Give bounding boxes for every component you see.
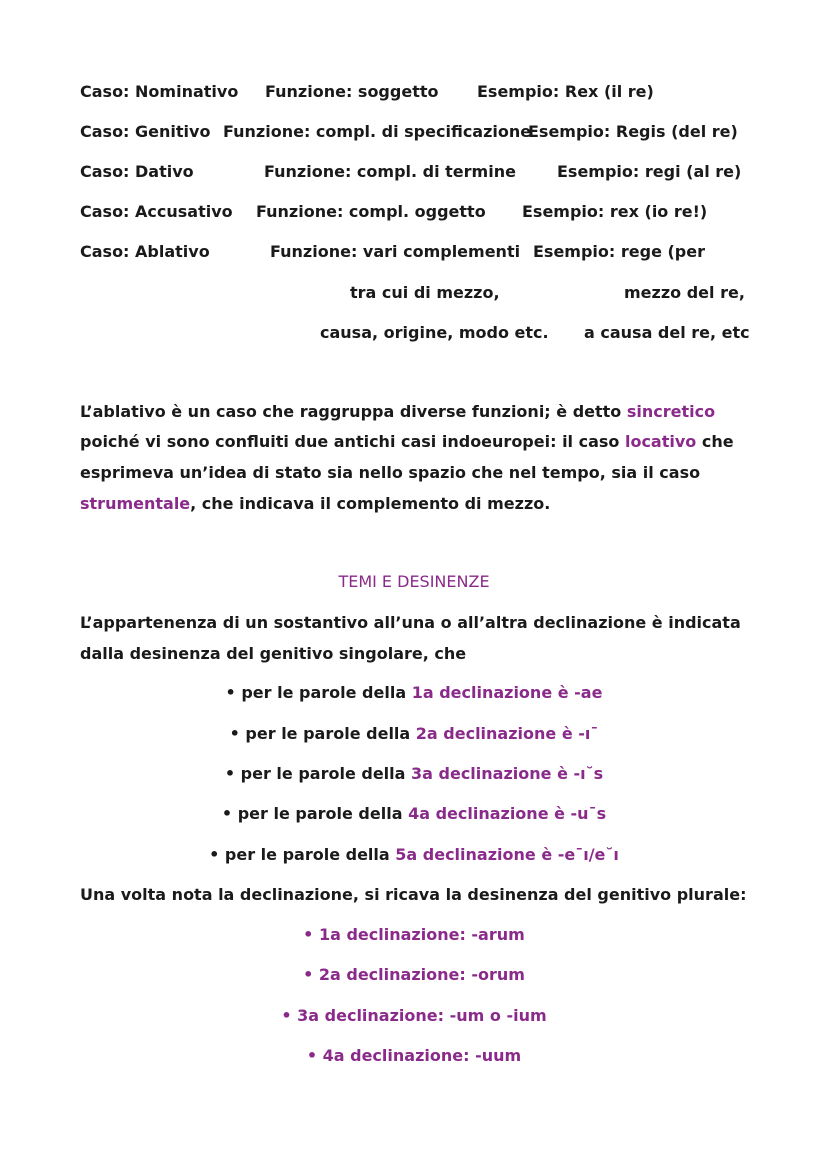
highlight-term: 3a declinazione è -ı˘s bbox=[411, 764, 604, 783]
case-example: Esempio: Regis (del re) bbox=[528, 122, 738, 141]
case-example-cont: a causa del re, etc bbox=[584, 323, 750, 342]
paragraph-text: L’ablativo è un caso che raggruppa diverse funzioni; è detto bbox=[80, 402, 627, 421]
list-item bbox=[0, 724, 828, 744]
case-name: Caso: Ablativo bbox=[80, 242, 210, 261]
highlight-term: 2a declinazione è -ı¯ bbox=[415, 724, 599, 743]
case-function: Funzione: soggetto bbox=[265, 82, 439, 101]
highlight-term: 1a declinazione è -ae bbox=[411, 683, 603, 702]
case-name: Caso: Accusativo bbox=[80, 202, 233, 221]
case-example-cont: mezzo del re, bbox=[624, 283, 745, 302]
list-item-text: • per le parole della bbox=[221, 804, 409, 823]
list-item bbox=[0, 804, 828, 824]
paragraph-text: , che indicava il complemento di mezzo. bbox=[190, 494, 551, 513]
case-name: Caso: Genitivo bbox=[80, 122, 211, 141]
intro-line: L’appartenenza di un sostantivo all’una o all’altra declinazione è indicata bbox=[80, 613, 741, 632]
highlight-term: sincretico bbox=[626, 402, 716, 421]
list-item bbox=[0, 764, 828, 784]
paragraph-text: che bbox=[696, 432, 734, 451]
case-function: Funzione: compl. oggetto bbox=[256, 202, 486, 221]
case-example: Esempio: Rex (il re) bbox=[477, 82, 654, 101]
list-item: • 1a declinazione: -arum bbox=[303, 925, 525, 944]
list-item bbox=[0, 845, 828, 865]
case-function: Funzione: vari complementi bbox=[270, 242, 521, 261]
plural-intro: Una volta nota la declinazione, si ricava la desinenza del genitivo plurale: bbox=[80, 885, 747, 904]
intro-line: dalla desinenza del genitivo singolare, che bbox=[80, 644, 467, 663]
highlight-term: 4a declinazione è -u¯s bbox=[408, 804, 607, 823]
case-name: Caso: Nominativo bbox=[80, 82, 239, 101]
highlight-term: strumentale bbox=[80, 494, 191, 513]
highlight-term: locativo bbox=[624, 432, 697, 451]
paragraph-line bbox=[80, 432, 750, 452]
case-function-cont: tra cui di mezzo, bbox=[350, 283, 500, 302]
list-item: • 2a declinazione: -orum bbox=[303, 965, 525, 984]
list-item: • 4a declinazione: -uum bbox=[306, 1046, 522, 1065]
case-example: Esempio: regi (al re) bbox=[557, 162, 742, 181]
list-item bbox=[0, 683, 828, 703]
list-item: • 3a declinazione: -um o -ium bbox=[281, 1006, 547, 1025]
paragraph-line: esprimeva un’idea di stato sia nello spazio che nel tempo, sia il caso bbox=[80, 463, 701, 482]
paragraph-line bbox=[80, 494, 750, 514]
case-function-cont: causa, origine, modo etc. bbox=[320, 323, 549, 342]
list-item-text: • per le parole della bbox=[229, 724, 416, 743]
list-item-text: • per le parole della bbox=[225, 683, 412, 702]
case-name: Caso: Dativo bbox=[80, 162, 194, 181]
paragraph-line bbox=[80, 402, 750, 422]
case-function: Funzione: compl. di termine bbox=[264, 162, 516, 181]
case-example: Esempio: rex (io re!) bbox=[522, 202, 708, 221]
paragraph-text: poiché vi sono confluiti due antichi casi indoeuropei: il caso bbox=[80, 432, 625, 451]
section-title: TEMI E DESINENZE bbox=[338, 572, 490, 591]
list-item-text: • per le parole della bbox=[224, 764, 412, 783]
list-item-text: • per le parole della bbox=[209, 845, 396, 864]
case-example: Esempio: rege (per bbox=[533, 242, 705, 261]
highlight-term: 5a declinazione è -e¯ı/e˘ı bbox=[395, 845, 619, 864]
case-function: Funzione: compl. di specificazione bbox=[223, 122, 532, 141]
